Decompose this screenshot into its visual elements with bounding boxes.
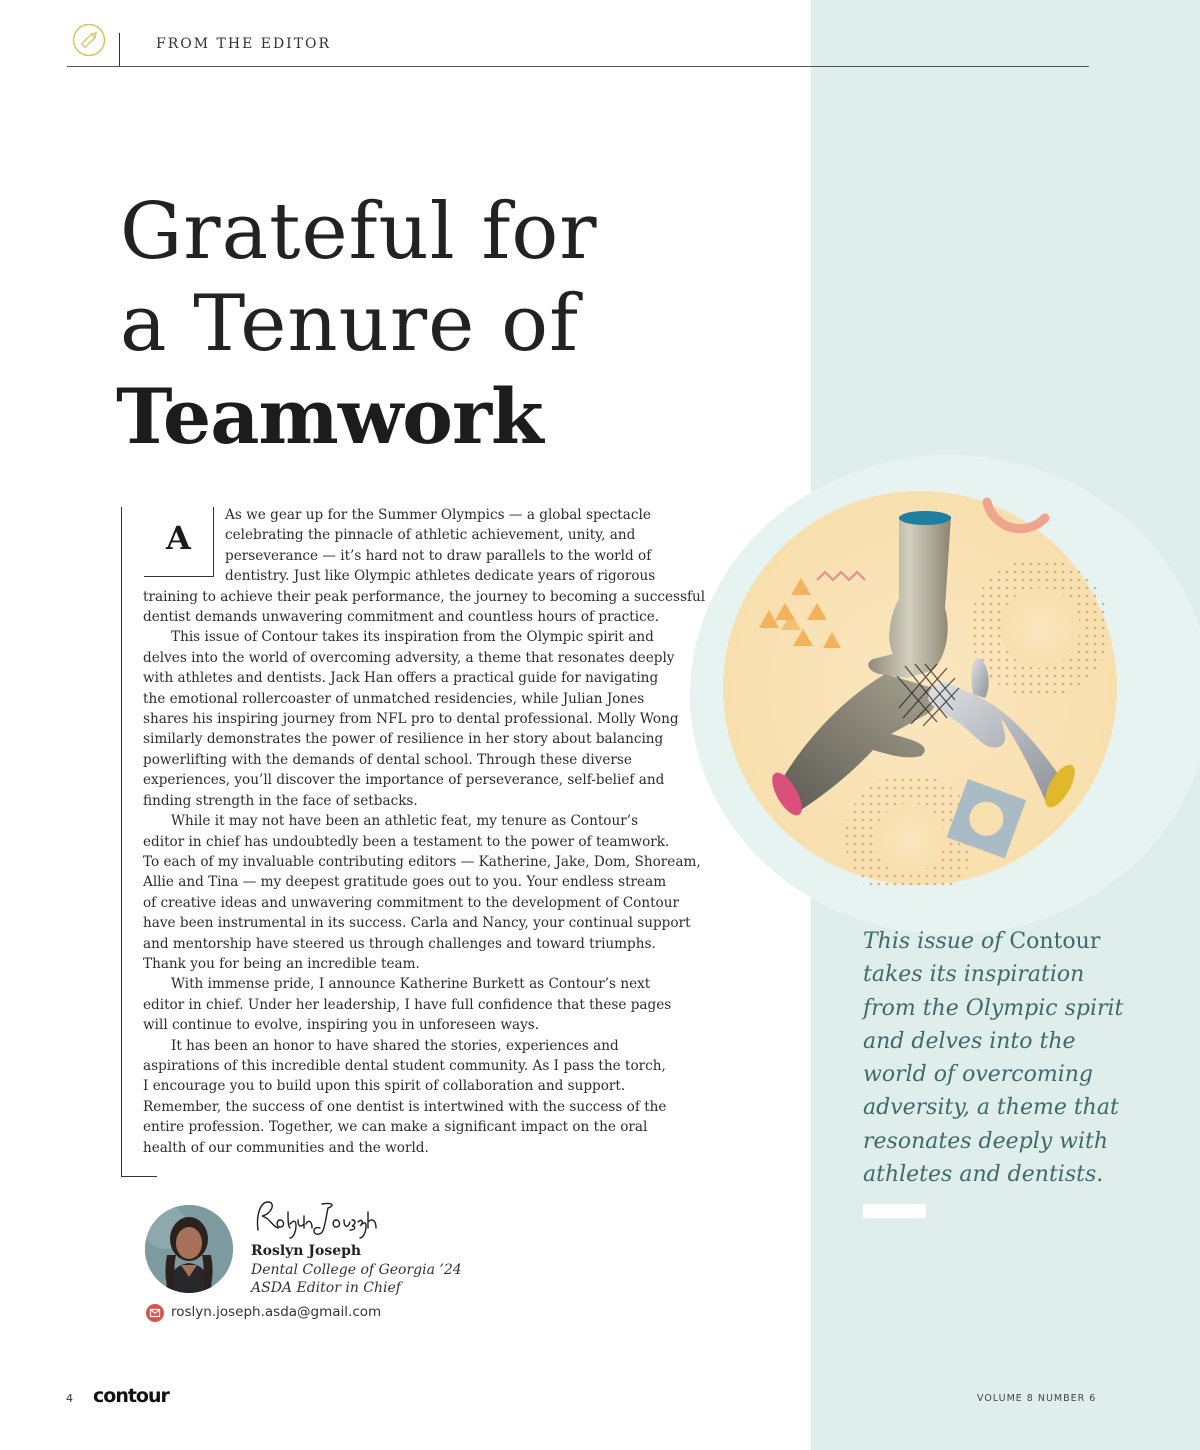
pull-quote-line: adversity, a theme that: [863, 1095, 1119, 1121]
article-line: celebrating the pinnacle of athletic achievement, unity, and: [225, 527, 636, 544]
pull-quote-line: from the Olympic spirit: [863, 995, 1124, 1021]
article-line: of creative ideas and unwavering commitment to the development of Contour: [143, 894, 679, 911]
article-line: similarly demonstrates the power of resilience in her story about balancing: [143, 731, 664, 748]
dropcap: A: [166, 519, 191, 557]
section-label: FROM THE EDITOR: [156, 36, 332, 52]
pull-quote-line: athletes and dentists.: [863, 1162, 1104, 1188]
article-line: delves into the world of overcoming adversity, a theme that resonates deeply: [143, 649, 675, 666]
article-line: It has been an honor to have shared the stories, experiences and: [171, 1037, 619, 1054]
author-role: ASDA Editor in Chief: [251, 1280, 401, 1296]
article-line: editor in chief has undoubtedly been a testament to the power of teamwork.: [143, 833, 670, 850]
author-photo: [145, 1205, 233, 1293]
article-line: the emotional rollercoaster of unmatched residencies, while Julian Jones: [143, 690, 645, 707]
pull-quote-publication: Contour: [1009, 929, 1101, 954]
article-line: with athletes and dentists. Jack Han offers a practical guide for navigating: [143, 670, 659, 687]
article-line: dentist demands unwavering commitment and countless hours of practice.: [143, 609, 660, 626]
article-body: [143, 505, 706, 1158]
author-signature: [250, 1194, 390, 1240]
page-title: [116, 186, 680, 464]
page-number: 4: [66, 1392, 73, 1405]
title-line-2: a Tenure of: [120, 279, 579, 369]
pull-quote-text: This issue of: [863, 929, 1010, 954]
pull-quote-line: and delves into the: [863, 1028, 1076, 1054]
article-line: This issue of Contour takes its inspiration from the Olympic spirit and: [171, 629, 654, 646]
article-line: and mentorship have steered us through challenges and toward triumphs.: [143, 935, 656, 952]
article-frame-rule-bottom: [121, 1176, 157, 1177]
article-line: Remember, the success of one dentist is intertwined with the success of the: [143, 1098, 667, 1115]
article-line: entire profession. Together, we can make a significant impact on the oral: [143, 1119, 648, 1136]
hands-illustration: [715, 488, 1125, 888]
article-line: have been instrumental in its success. Carla and Nancy, your continual support: [143, 915, 691, 932]
article-line: editor in chief. Under her leadership, I have full confidence that these pages: [143, 996, 672, 1013]
volume-label: VOLUME 8 NUMBER 6: [977, 1393, 1097, 1404]
article-line: aspirations of this incredible dental student community. As I pass the torch,: [143, 1057, 666, 1074]
article-line: While it may not have been an athletic feat, my tenure as Contour’s: [171, 813, 639, 830]
article-line: perseverance — it’s hard not to draw parallels to the world of: [225, 547, 652, 564]
header-divider: [119, 33, 120, 67]
article-line: To each of my invaluable contributing editors — Katherine, Jake, Dom, Shoream,: [143, 853, 701, 870]
article-line: With immense pride, I announce Katherine Burkett as Contour’s next: [171, 976, 651, 993]
pencil-icon: [72, 23, 106, 57]
contour-logo: contour: [93, 1385, 169, 1407]
article-line: finding strength in the face of setbacks.: [143, 792, 418, 809]
article-line: Allie and Tina — my deepest gratitude goes out to you. Your endless stream: [143, 874, 667, 891]
article-line: As we gear up for the Summer Olympics — a global spectacle: [225, 507, 651, 523]
author-email-link[interactable]: roslyn.joseph.asda@gmail.com: [171, 1304, 382, 1320]
pull-quote-line: world of overcoming: [863, 1062, 1094, 1088]
article-line: will continue to evolve, inspiring you in unforeseen ways.: [143, 1017, 540, 1034]
pull-quote-line: [863, 925, 1163, 958]
pull-quote-accent-bar: [863, 1204, 926, 1218]
author-name: Roslyn Joseph: [251, 1243, 362, 1259]
pull-quote-line: takes its inspiration: [863, 962, 1085, 988]
article-line: shares his inspiring journey from NFL pro to dental professional. Molly Wong: [143, 711, 679, 728]
header-rule: [67, 66, 1089, 67]
title-line-3: Teamwork: [116, 372, 543, 461]
pull-quote-line: resonates deeply with: [863, 1128, 1109, 1154]
pull-quote: [863, 925, 1163, 1191]
email-icon: [146, 1304, 164, 1322]
title-line-1: Grateful for: [120, 187, 598, 277]
article-line: dentistry. Just like Olympic athletes dedicate years of rigorous: [225, 568, 656, 585]
article-frame-rule: [121, 507, 122, 1177]
article-line: health of our communities and the world.: [143, 1139, 429, 1156]
article-line: experiences, you’ll discover the importance of perseverance, self-belief and: [143, 772, 665, 789]
article-line: training to achieve their peak performance, the journey to becoming a successful: [143, 588, 706, 605]
article-line: I encourage you to build upon this spirit of collaboration and support.: [143, 1078, 626, 1095]
author-school: Dental College of Georgia ’24: [251, 1262, 462, 1278]
article-line: Thank you for being an incredible team.: [143, 955, 420, 972]
article-line: powerlifting with the demands of dental school. Through these diverse: [143, 751, 632, 768]
